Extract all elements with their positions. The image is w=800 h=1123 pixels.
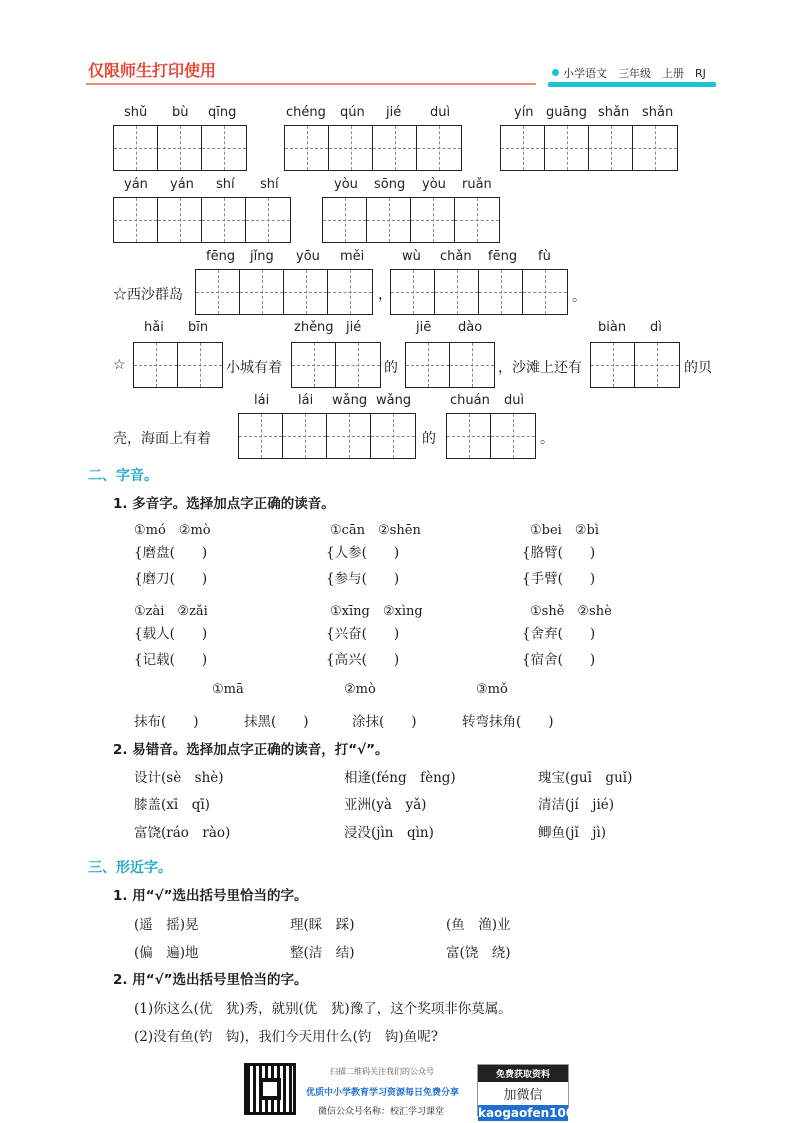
word-item: (偏 遍)地 <box>134 945 199 961</box>
writing-grid[interactable] <box>446 413 536 459</box>
pinyin-label: bù <box>172 105 189 120</box>
pinyin-label: shǎn <box>642 105 674 120</box>
header-meta <box>552 65 706 81</box>
pinyin-label: yán <box>124 177 148 192</box>
word-pair: {磨盘( ) {磨刀( ) <box>134 545 208 587</box>
footer-line: 微信公众号名称：校汇学习课堂 <box>318 1107 445 1117</box>
pinyin-label: duì <box>430 105 451 120</box>
writing-grid[interactable] <box>291 342 381 388</box>
bullet-icon <box>552 69 559 76</box>
sentence-text: ☆西沙群岛 <box>113 287 183 303</box>
badge-top: 免费获取资料 <box>478 1065 568 1082</box>
word-item: 膝盖(xī qī) <box>134 797 210 813</box>
header-accent-bar <box>548 82 716 87</box>
option-label: ①mā <box>212 682 244 697</box>
pinyin-label: shǔ <box>124 105 148 120</box>
writing-grid[interactable] <box>390 269 568 315</box>
sentence-text: ，沙滩上还有 <box>498 360 582 376</box>
pinyin-label: ruǎn <box>462 177 492 192</box>
option-label: ③mǒ <box>476 682 508 697</box>
pinyin-label: shí <box>260 177 279 192</box>
header-title: 仅限师生打印使用 <box>88 61 217 80</box>
pinyin-label: yòu <box>334 177 358 192</box>
pinyin-label: jǐng <box>250 249 274 264</box>
word-pair: {载人( ) {记载( ) <box>134 626 208 668</box>
sentence-text: ， <box>378 287 392 303</box>
pinyin-label: biàn <box>598 320 627 335</box>
pinyin-label: yōu <box>296 249 320 264</box>
word-item: 抹布( ) <box>134 714 199 730</box>
option-label: ①cān ②shēn <box>330 523 421 538</box>
word-pair: {舍弃( ) {宿舍( ) <box>522 626 596 668</box>
word-item: 整(洁 结) <box>290 945 355 961</box>
word-item: 设计(sè shè) <box>134 770 224 786</box>
writing-grid[interactable] <box>113 197 291 243</box>
pinyin-label: yòu <box>422 177 446 192</box>
pinyin-label: dì <box>650 320 662 335</box>
pinyin-label: shǎn <box>598 105 630 120</box>
pinyin-label: wǎng <box>332 393 368 408</box>
sentence-text: 。 <box>540 431 554 447</box>
sentence-text: 小城有着 <box>226 360 282 376</box>
wechat-badge <box>477 1064 575 1120</box>
pinyin-label: jié <box>346 320 362 335</box>
header-divider <box>86 83 536 85</box>
sentence-text: ☆ <box>113 357 126 373</box>
writing-grid[interactable] <box>133 342 223 388</box>
pinyin-label: fù <box>538 249 551 264</box>
sentence-text: 的 <box>422 431 436 447</box>
word-item: 转弯抹角( ) <box>462 714 554 730</box>
pinyin-label: qīng <box>208 105 237 120</box>
footer-line: 优质中小学教育学习资源每日免费分享 <box>306 1088 460 1098</box>
writing-grid[interactable] <box>238 413 416 459</box>
question-title: 2. 易错音。选择加点字正确的读音，打“√”。 <box>113 742 389 758</box>
question-title: 2. 用“√”选出括号里恰当的字。 <box>113 972 308 988</box>
pinyin-label: wù <box>402 249 421 264</box>
qr-code-icon <box>244 1063 296 1115</box>
pinyin-label: chuán <box>450 393 490 408</box>
word-item: 富(饶 绕) <box>446 945 511 961</box>
pinyin-label: fēng <box>488 249 518 264</box>
pinyin-label: qún <box>340 105 365 120</box>
option-label: ①mó ②mò <box>134 523 211 538</box>
pinyin-label: wǎng <box>376 393 412 408</box>
sentence-text: 的 <box>384 360 398 376</box>
pinyin-label: duì <box>504 393 525 408</box>
pinyin-label: jiē <box>416 320 432 335</box>
footer-line: 扫描二维码关注我们的公众号 <box>330 1067 434 1076</box>
pinyin-label: fēng <box>206 249 236 264</box>
badge-bottom: kaogaofen100 <box>478 1106 575 1120</box>
pinyin-label: zhěng <box>294 320 334 335</box>
pinyin-label: shí <box>216 177 235 192</box>
word-item: 瑰宝(guī guǐ) <box>538 770 633 786</box>
word-item: 鲫鱼(jǐ jì) <box>538 825 607 841</box>
writing-grid[interactable] <box>113 125 247 171</box>
pinyin-label: bīn <box>188 320 209 335</box>
header-volume: 上册 <box>662 67 684 80</box>
header-subject: 小学语文 <box>563 67 607 80</box>
option-label: ①shě ②shè <box>530 604 612 619</box>
pinyin-label: sōng <box>374 177 406 192</box>
pinyin-label: jié <box>386 105 402 120</box>
pinyin-label: měi <box>340 249 365 264</box>
pinyin-label: lái <box>254 393 270 408</box>
header-grade: 三年级 <box>618 67 651 80</box>
word-item: (遥 摇)晃 <box>134 917 199 933</box>
word-pair: {胳臂( ) {手臂( ) <box>522 545 596 587</box>
pinyin-label: chéng <box>286 105 326 120</box>
word-item: 涂抹( ) <box>352 714 417 730</box>
sentence-text: 壳，海面上有着 <box>113 431 211 447</box>
sentence-text: 。 <box>572 289 586 305</box>
word-pair: {兴奋( ) {高兴( ) <box>326 626 400 668</box>
option-label: ②mò <box>344 682 376 697</box>
sentence-item: (1)你这么(优 犹)秀，就别(优 犹)豫了，这个奖项非你莫属。 <box>134 1001 512 1017</box>
writing-grid[interactable] <box>500 125 678 171</box>
writing-grid[interactable] <box>590 342 680 388</box>
writing-grid[interactable] <box>405 342 495 388</box>
pinyin-label: lái <box>298 393 314 408</box>
question-title: 1. 用“√”选出括号里恰当的字。 <box>113 888 308 904</box>
word-pair: {人参( ) {参与( ) <box>326 545 400 587</box>
word-item: 亚洲(yà yǎ) <box>344 797 427 813</box>
word-item: 清洁(jí jié) <box>538 797 615 813</box>
word-item: 富饶(ráo rào) <box>134 825 231 841</box>
section-title: 三、形近字。 <box>88 860 172 876</box>
pinyin-label: hǎi <box>144 320 164 335</box>
section-title: 二、字音。 <box>88 468 158 484</box>
sentence-text: 的贝 <box>684 360 712 376</box>
pinyin-label: chǎn <box>440 249 472 264</box>
header-edition: RJ <box>695 67 706 80</box>
writing-grid[interactable] <box>322 197 500 243</box>
option-label: ①zài ②zǎi <box>134 604 208 619</box>
word-item: 相逢(féng fèng) <box>344 770 456 786</box>
word-item: 抹黑( ) <box>244 714 309 730</box>
pinyin-label: yán <box>170 177 194 192</box>
option-label: ①xīng ②xìng <box>330 604 423 619</box>
word-item: 浸没(jìn qìn) <box>344 825 434 841</box>
writing-grid[interactable] <box>195 269 373 315</box>
pinyin-label: yín <box>514 105 534 120</box>
writing-grid[interactable] <box>284 125 462 171</box>
option-label: ①bei ②bì <box>530 523 599 538</box>
sentence-item: (2)没有鱼(钓 钩)，我们今天用什么(钓 钩)鱼呢? <box>134 1029 438 1045</box>
word-item: (鱼 渔)业 <box>446 917 511 933</box>
word-item: 理(睬 踩) <box>290 917 355 933</box>
pinyin-label: guāng <box>546 105 587 120</box>
pinyin-label: dào <box>458 320 483 335</box>
question-title: 1. 多音字。选择加点字正确的读音。 <box>113 496 335 512</box>
badge-mid: 加微信 <box>503 1088 543 1103</box>
